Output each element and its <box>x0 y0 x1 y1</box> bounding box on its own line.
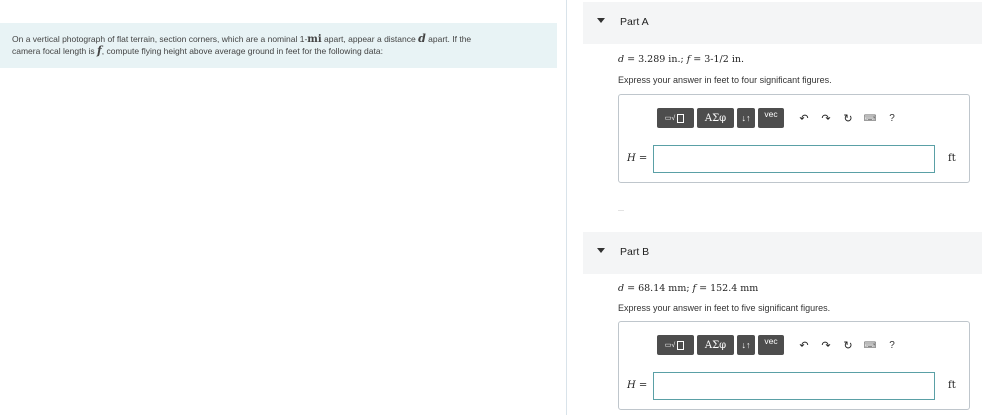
answer-unit: ft <box>948 380 956 391</box>
reset-icon[interactable]: ↻ <box>843 339 853 352</box>
problem-statement <box>0 23 557 68</box>
problem-text-2: apart, appear a distance <box>321 34 419 44</box>
given-d-var: d <box>618 283 625 294</box>
answer-input[interactable] <box>653 145 935 173</box>
greek-symbols-button[interactable]: ΑΣφ <box>697 108 734 128</box>
collapse-caret-icon[interactable] <box>597 18 605 23</box>
templates-button[interactable] <box>657 335 694 355</box>
part-a-given <box>618 54 744 65</box>
collapse-caret-icon[interactable] <box>597 248 605 253</box>
problem-text-3: apart. If the <box>425 34 472 44</box>
answer-equals: = <box>635 153 648 164</box>
part-a-title: Part A <box>620 16 649 28</box>
redo-icon[interactable]: ↷ <box>821 339 831 352</box>
box-icon <box>677 114 684 123</box>
help-icon[interactable]: ? <box>889 112 895 124</box>
given-d-value: = 3.289 in.; <box>624 54 687 65</box>
part-b-instruction: Express your answer in feet to five significant figures. <box>618 303 831 313</box>
math-toolbar <box>657 107 903 129</box>
part-a-instruction: Express your answer in feet to four significant figures. <box>618 75 832 85</box>
part-a-answer-box <box>618 94 970 183</box>
undo-icon[interactable]: ↶ <box>799 339 809 352</box>
answer-input[interactable] <box>653 372 935 400</box>
answer-label <box>627 153 647 164</box>
undo-icon[interactable]: ↶ <box>799 112 809 125</box>
part-b-title: Part B <box>620 246 650 258</box>
problem-text-4: camera focal length is <box>12 46 98 56</box>
math-toolbar <box>657 334 903 356</box>
part-b-given <box>618 283 758 294</box>
given-f-value: = 3-1/2 in. <box>690 54 744 65</box>
part-a-header[interactable] <box>583 2 982 44</box>
reset-icon[interactable]: ↻ <box>843 112 853 125</box>
keyboard-icon[interactable]: ⌨ <box>863 112 877 123</box>
problem-var-d: d <box>418 32 426 45</box>
given-f-var: f <box>692 283 697 294</box>
help-icon[interactable]: ? <box>889 339 895 351</box>
answer-var: H <box>627 153 636 164</box>
problem-unit-mi: mi <box>307 34 322 45</box>
answer-label <box>627 380 647 391</box>
templates-button[interactable] <box>657 108 694 128</box>
vector-button[interactable]: vec <box>758 335 784 355</box>
problem-text-1: On a vertical photograph of flat terrain, section corners, which are a nominal 1- <box>12 34 308 44</box>
part-b-header[interactable] <box>583 232 982 274</box>
divider <box>618 210 624 211</box>
problem-var-f: f <box>97 44 102 57</box>
keyboard-icon[interactable]: ⌨ <box>863 339 877 350</box>
arrows-button[interactable]: ↓↑ <box>737 335 755 355</box>
greek-symbols-button[interactable]: ΑΣφ <box>697 335 734 355</box>
fraction-radical-icon: ▭√ <box>664 115 676 122</box>
answer-equals: = <box>635 380 648 391</box>
given-f-var: f <box>686 54 691 65</box>
answer-unit: ft <box>948 153 956 164</box>
box-icon <box>677 341 684 350</box>
vector-button[interactable]: vec <box>758 108 784 128</box>
arrows-button[interactable]: ↓↑ <box>737 108 755 128</box>
redo-icon[interactable]: ↷ <box>821 112 831 125</box>
given-f-value: = 152.4 mm <box>696 283 759 294</box>
answer-var: H <box>627 380 636 391</box>
problem-text-5: , compute flying height above average ground in feet for the following data: <box>101 46 383 56</box>
given-d-var: d <box>618 54 625 65</box>
fraction-radical-icon: ▭√ <box>664 342 676 349</box>
given-d-value: = 68.14 mm; <box>624 283 693 294</box>
part-b-answer-box <box>618 321 970 410</box>
